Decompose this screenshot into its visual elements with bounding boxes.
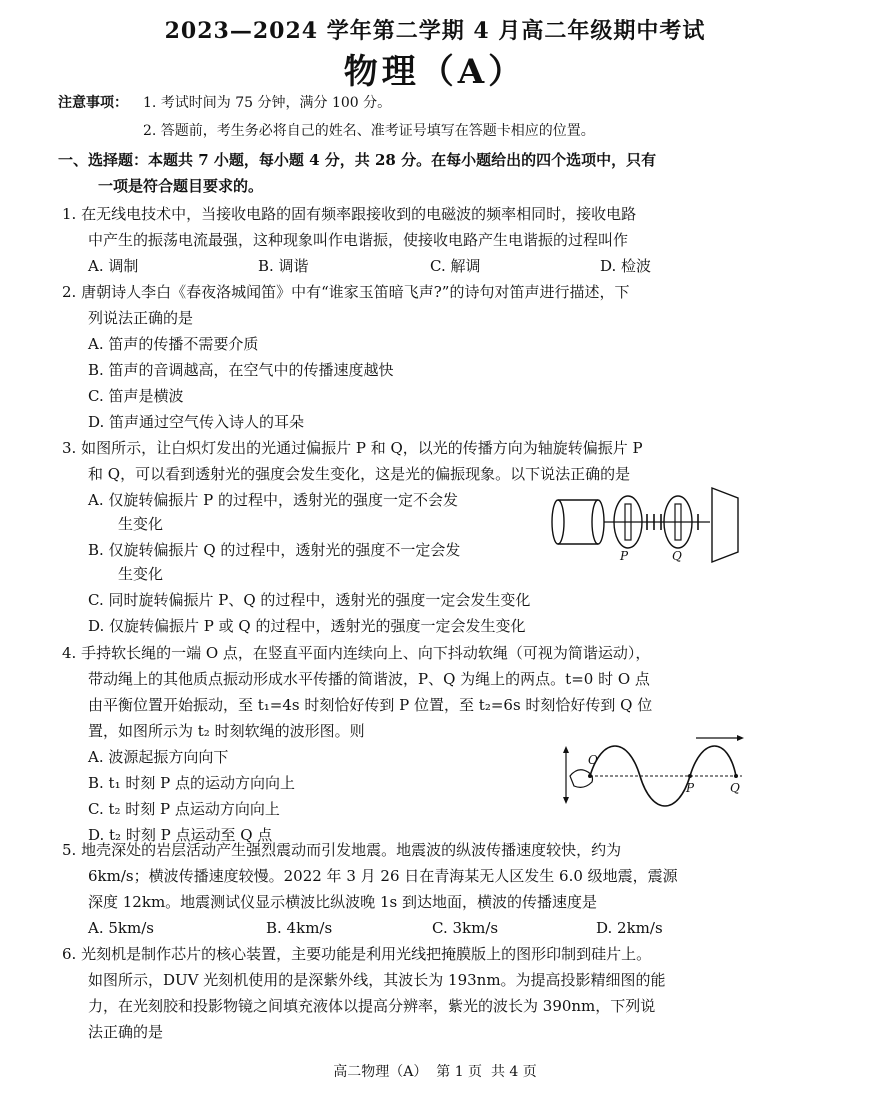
polarizer-p-label: P — [620, 549, 629, 563]
q1-option-c: C. 解调 — [430, 257, 481, 275]
q4-option-c: C. t₂ 时刻 P 点运动方向向上 — [88, 800, 280, 818]
q3-option-a-line2: 生变化 — [118, 515, 164, 533]
q6-stem-line3: 力，在光刻胶和投影物镜之间填充液体以提高分辨率，紫光的波长为 390nm，下列说 — [88, 997, 656, 1015]
page-footer: 高二物理（A） 第 1 页 共 4 页 — [333, 1064, 537, 1080]
q3-option-a-line1: A. 仅旋转偏振片 P 的过程中，透射光的强度一定不会发 — [88, 491, 458, 509]
polarizer-figure — [548, 484, 748, 564]
notice-item-2: 2. 答题前，考生务必将自己的姓名、准考证号填写在答题卡相应的位置。 — [143, 123, 595, 139]
notice-label: 注意事项： — [58, 95, 128, 111]
q1-stem-line2: 中产生的振荡电流最强，这种现象叫作电谐振，使接收电路产生电谐振的过程叫作 — [88, 231, 629, 249]
q2-option-d: D. 笛声通过空气传入诗人的耳朵 — [88, 413, 305, 431]
wave-figure — [556, 736, 756, 816]
q4-stem-line1: 4. 手持软长绳的一端 O 点，在竖直平面内连续向上、向下抖动软绳（可视为简谐运动）， — [62, 644, 651, 662]
q6-stem-line1: 6. 光刻机是制作芯片的核心装置，主要功能是利用光线把掩膜版上的图形印制到硅片上。 — [62, 945, 652, 963]
q5-stem-line1: 5. 地壳深处的岩层活动产生强烈震动而引发地震。地震波的纵波传播速度较快，约为 — [62, 841, 622, 859]
q3-stem-line1: 3. 如图所示，让白炽灯发出的光通过偏振片 P 和 Q，以光的传播方向为轴旋转偏振片 P — [62, 439, 643, 457]
q2-stem-line2: 列说法正确的是 — [88, 309, 194, 327]
wave-o-label: O — [588, 753, 598, 767]
q2-option-a: A. 笛声的传播不需要介质 — [88, 335, 259, 353]
subject-title: 物理（A） — [343, 52, 527, 92]
q2-option-c: C. 笛声是横波 — [88, 387, 184, 405]
q4-stem-line2: 带动绳上的其他质点振动形成水平传播的简谐波，P、Q 为绳上的两点。t=0 时 O 点 — [88, 670, 650, 688]
q4-stem-line3: 由平衡位置开始振动，至 t₁=4s 时刻恰好传到 P 位置，至 t₂=6s 时刻恰好传到 Q 位 — [88, 696, 653, 714]
q5-option-d: D. 2km/s — [596, 919, 663, 937]
q3-option-c: C. 同时旋转偏振片 P、Q 的过程中，透射光的强度一定会发生变化 — [88, 591, 531, 609]
section-heading-line1: 一、选择题：本题共 7 小题，每小题 4 分，共 28 分。在每小题给出的四个选项中，只有 — [58, 151, 657, 169]
q5-option-b: B. 4km/s — [266, 919, 333, 937]
q6-stem-line2: 如图所示，DUV 光刻机使用的是深紫外线，其波长为 193nm。为提高投影精细图的能 — [88, 971, 666, 989]
q2-option-b: B. 笛声的音调越高，在空气中的传播速度越快 — [88, 361, 394, 379]
q5-stem-line2: 6km/s；横波传播速度较慢。2022 年 3 月 26 日在青海某无人区发生 6.0 级地震，震源 — [88, 867, 678, 885]
q1-option-b: B. 调谐 — [258, 257, 309, 275]
q4-stem-line4: 置，如图所示为 t₂ 时刻软绳的波形图。则 — [88, 722, 365, 740]
q5-stem-line3: 深度 12km。地震测试仪显示横波比纵波晚 1s 到达地面，横波的传播速度是 — [88, 893, 597, 911]
exam-title: 2023—2024 学年第二学期 4 月高二年级期中考试 — [164, 18, 706, 44]
q2-stem-line1: 2. 唐朝诗人李白《春夜洛城闻笛》中有“谁家玉笛暗飞声?”的诗句对笛声进行描述，下 — [62, 283, 630, 301]
q4-option-b: B. t₁ 时刻 P 点的运动方向向上 — [88, 774, 295, 792]
notice-item-1: 1. 考试时间为 75 分钟，满分 100 分。 — [143, 95, 392, 111]
q4-option-d: D. t₂ 时刻 P 点运动至 Q 点 — [88, 826, 273, 844]
polarizer-q-label: Q — [672, 549, 682, 563]
q5-option-a: A. 5km/s — [88, 919, 154, 937]
wave-p-label: P — [686, 781, 695, 795]
q1-option-a: A. 调制 — [88, 257, 139, 275]
q3-option-b-line2: 生变化 — [118, 565, 164, 583]
q6-stem-line4: 法正确的是 — [88, 1023, 164, 1041]
wave-q-label: Q — [730, 781, 740, 795]
q4-option-a: A. 波源起振方向向下 — [88, 748, 229, 766]
q1-stem-line1: 1. 在无线电技术中，当接收电路的固有频率跟接收到的电磁波的频率相同时，接收电路 — [62, 205, 637, 223]
q5-option-c: C. 3km/s — [432, 919, 499, 937]
q3-option-d: D. 仅旋转偏振片 P 或 Q 的过程中，透射光的强度一定会发生变化 — [88, 617, 526, 635]
q3-stem-line2: 和 Q，可以看到透射光的强度会发生变化，这是光的偏振现象。以下说法正确的是 — [88, 465, 631, 483]
q1-option-d: D. 检波 — [600, 257, 652, 275]
section-heading-line2: 一项是符合题目要求的。 — [98, 177, 264, 195]
q3-option-b-line1: B. 仅旋转偏振片 Q 的过程中，透射光的强度不一定会发 — [88, 541, 461, 559]
